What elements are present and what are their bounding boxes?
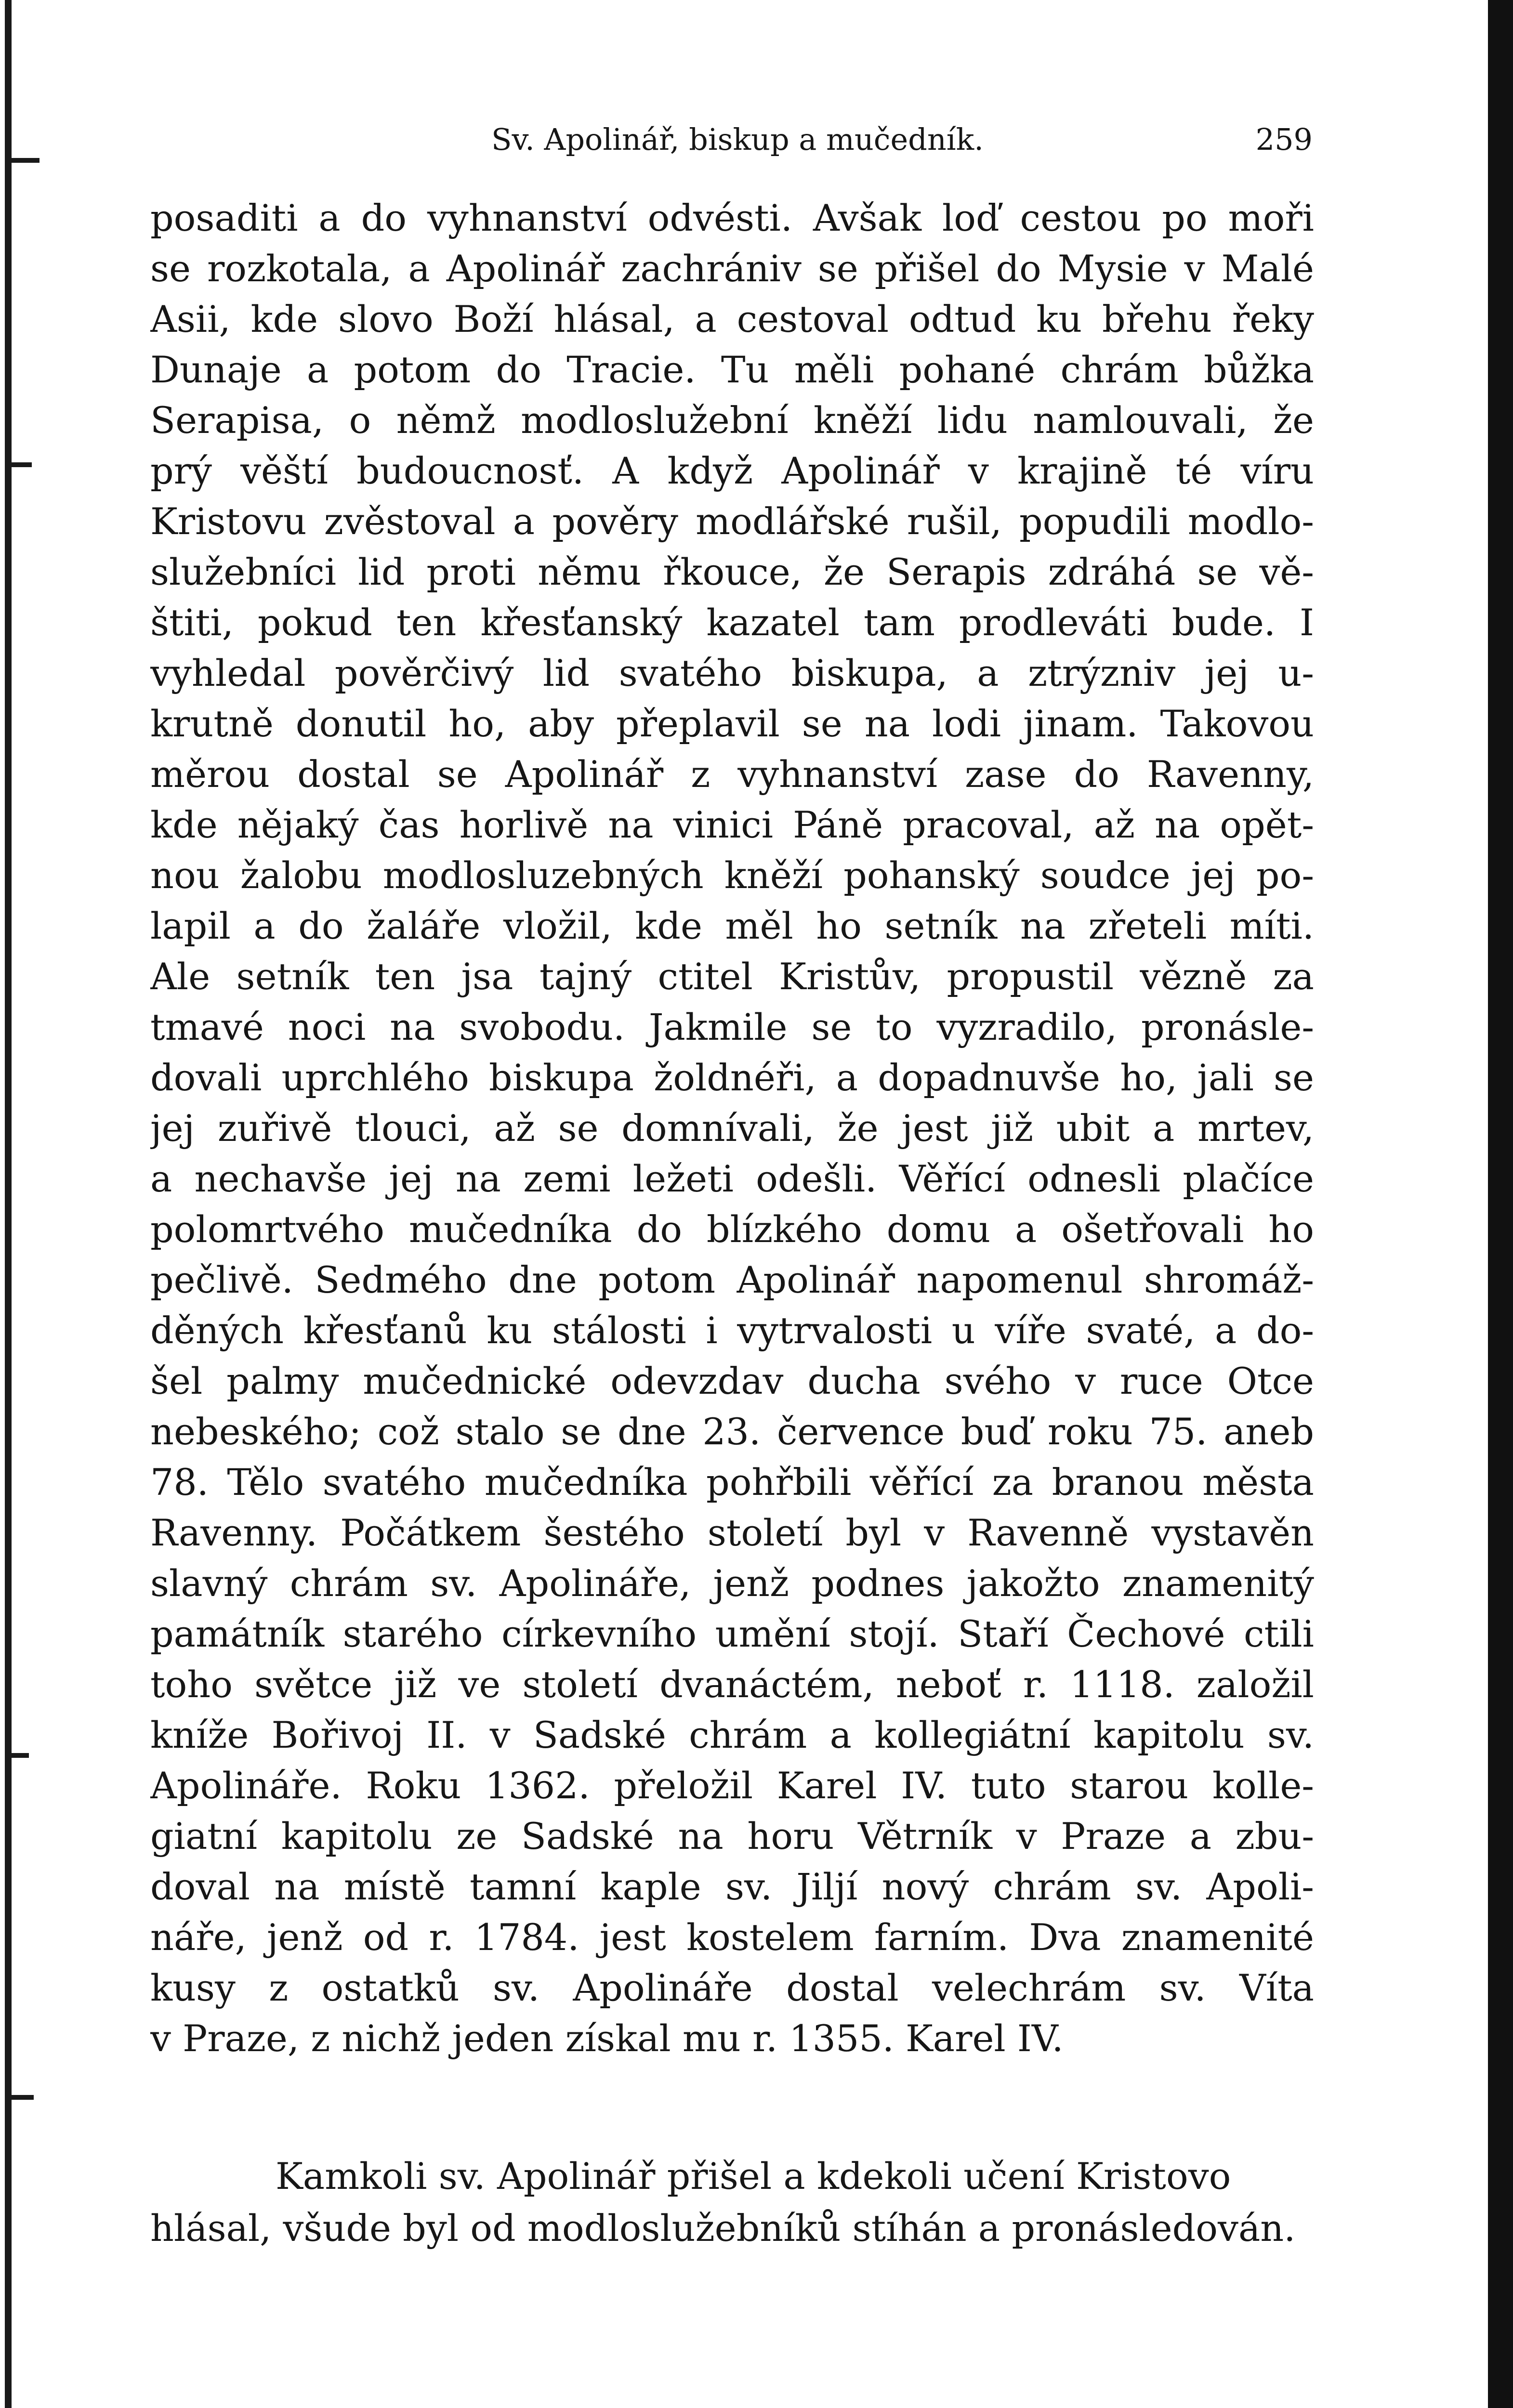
text-line: posaditi a do vyhnanství odvésti. Avšak loď cestou po moři xyxy=(150,196,1314,239)
text-line: vyhledal pověrčivý lid svatého biskupa, a ztrýzniv jej u- xyxy=(150,652,1314,694)
text-line: lapil a do žaláře vložil, kde měl ho setník na zřeteli míti. xyxy=(150,904,1314,947)
text-line: jej zuřivě tlouci, až se domnívali, že jest již ubit a mrtev, xyxy=(150,1107,1314,1150)
text-line: Dunaje a potom do Tracie. Tu měli pohané chrám bůžka xyxy=(150,348,1314,391)
text-line: krutně donutil ho, aby přeplavil se na lodi jinam. Takovou xyxy=(150,702,1314,745)
text-line: děných křesťanů ku stálosti i vytrvalosti u víře svaté, a do- xyxy=(150,1309,1314,1352)
text-line: v Praze, z nichž jeden získal mu r. 1355. Karel IV. xyxy=(150,2017,1064,2060)
text-line: prý věští budoucnosť. A když Apolinář v krajině té víru xyxy=(150,449,1314,492)
text-line: kníže Bořivoj II. v Sadské chrám a kollegiátní kapitolu sv. xyxy=(150,1714,1314,1756)
scan-mark xyxy=(12,158,39,163)
text-line: náře, jenž od r. 1784. jest kostelem farním. Dva znamenité xyxy=(150,1916,1314,1959)
text-line: nebeského; což stalo se dne 23. července buď roku 75. aneb xyxy=(150,1410,1314,1453)
text-line: Kristovu zvěstoval a pověry modlářské rušil, popudili modlo- xyxy=(150,500,1314,543)
text-line: Kamkoli sv. Apolinář přišel a kdekoli učení Kristovo xyxy=(276,2155,1231,2198)
running-title: Sv. Apolinář, biskup a mučedník. xyxy=(491,122,984,157)
text-line: hlásal, všude byl od modloslužebníků stíhán a pronásledován. xyxy=(150,2207,1296,2250)
closing-paragraph xyxy=(150,2150,1314,2254)
scan-border-left xyxy=(5,0,12,2408)
text-line: Ravenny. Počátkem šestého století byl v Ravenně vystavěn xyxy=(150,1511,1314,1554)
text-line: pečlivě. Sedmého dne potom Apolinář napomenul shromáž- xyxy=(150,1258,1314,1301)
text-line: kde nějaký čas horlivě na vinici Páně pracoval, až na opět- xyxy=(150,803,1314,846)
text-line: slavný chrám sv. Apolináře, jenž podnes jakožto znamenitý xyxy=(150,1562,1314,1605)
text-line: polomrtvého mučedníka do blízkého domu a ošetřovali ho xyxy=(150,1208,1314,1251)
text-line: měrou dostal se Apolinář z vyhnanství zase do Ravenny, xyxy=(150,753,1314,796)
text-line: Apolináře. Roku 1362. přeložil Karel IV. tuto starou kolle- xyxy=(150,1764,1314,1807)
text-line: Asii, kde slovo Boží hlásal, a cestoval odtud ku břehu řeky xyxy=(150,298,1314,340)
text-line: Ale setník ten jsa tajný ctitel Kristův, propustil vězně za xyxy=(150,955,1314,998)
text-line: doval na místě tamní kaple sv. Jiljí nový chrám sv. Apoli- xyxy=(150,1865,1314,1908)
page-number: 259 xyxy=(1255,122,1313,157)
text-line: Serapisa, o němž modloslužební kněží lidu namlouvali, že xyxy=(150,399,1314,442)
text-line: památník starého církevního umění stojí. Staří Čechové ctili xyxy=(150,1612,1314,1655)
text-line: nou žalobu modlosluzebných kněží pohanský soudce jej po- xyxy=(150,854,1314,897)
scan-mark xyxy=(12,1753,29,1758)
text-line: štiti, pokud ten křesťanský kazatel tam prodleváti bude. I xyxy=(150,601,1314,644)
scan-mark xyxy=(12,2095,34,2100)
text-line: toho světce již ve století dvanáctém, neboť r. 1118. založil xyxy=(150,1663,1314,1706)
text-line: kusy z ostatků sv. Apolináře dostal velechrám sv. Víta xyxy=(150,1966,1314,2009)
text-line: 78. Tělo svatého mučedníka pohřbili věřící za branou města xyxy=(150,1461,1314,1504)
page-header xyxy=(152,118,1313,161)
text-line: dovali uprchlého biskupa žoldnéři, a dopadnuvše ho, jali se xyxy=(150,1056,1314,1099)
text-line: tmavé noci na svobodu. Jakmile se to vyzradilo, pronásle- xyxy=(150,1006,1314,1048)
scan-border-right xyxy=(1488,0,1513,2408)
text-line: šel palmy mučednické odevzdav ducha svého v ruce Otce xyxy=(150,1360,1314,1402)
text-line: a nechavše jej na zemi ležeti odešli. Věřící odnesli plačíce xyxy=(150,1157,1314,1200)
text-line: se rozkotala, a Apolinář zachrániv se přišel do Mysie v Malé xyxy=(150,247,1314,290)
body-paragraph xyxy=(150,193,1314,2064)
text-line: giatní kapitolu ze Sadské na horu Větrník v Praze a zbu- xyxy=(150,1815,1314,1858)
scan-mark xyxy=(12,462,32,467)
text-line: služebníci lid proti němu řkouce, že Serapis zdráhá se vě- xyxy=(150,550,1314,593)
